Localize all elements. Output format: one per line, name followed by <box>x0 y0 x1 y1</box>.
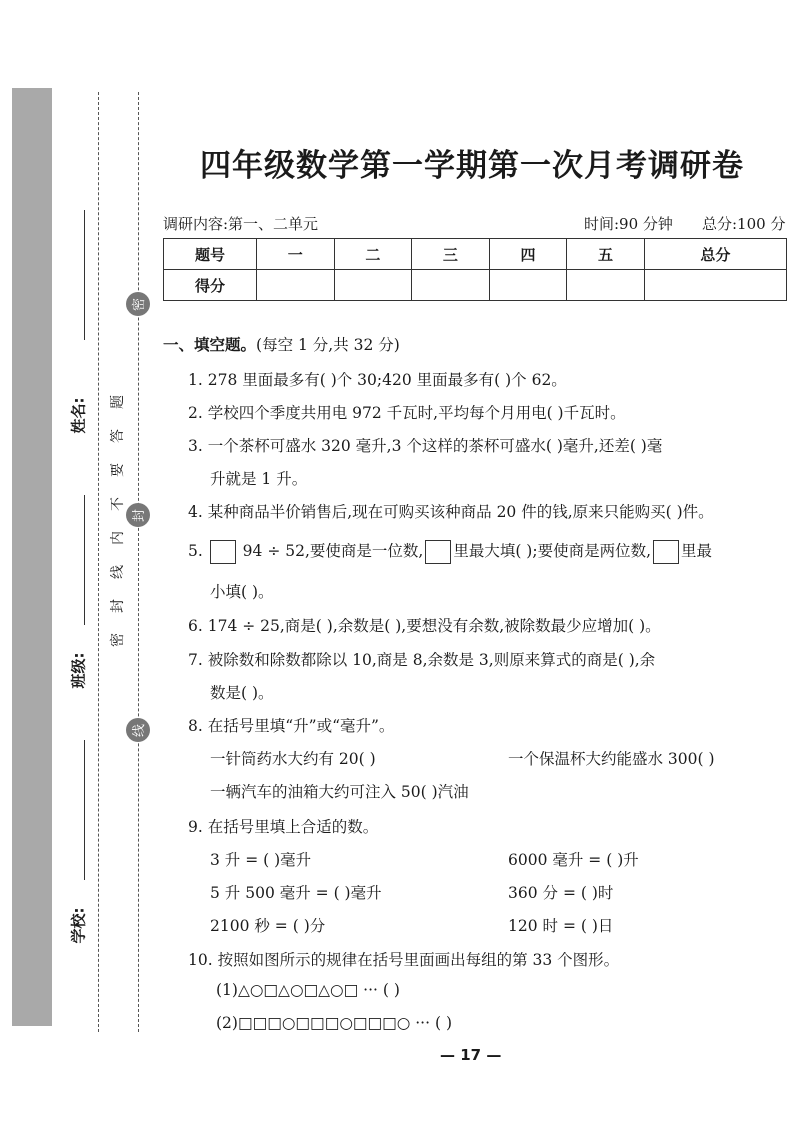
name-label: 姓名: <box>69 397 88 434</box>
school-write-line[interactable] <box>84 740 85 880</box>
table-cell: 二 <box>334 239 412 270</box>
binding-gray-bar <box>12 88 52 1026</box>
dashed-cut-line <box>138 92 139 1032</box>
question-9-item: 2100 秒 = ( )分 <box>210 917 326 935</box>
score-input-cell[interactable] <box>567 270 645 301</box>
question-9: 9. 在括号里填上合适的数。 <box>188 818 379 836</box>
question-3-cont: 升就是 1 升。 <box>210 470 308 488</box>
question-8: 8. 在括号里填“升”或“毫升”。 <box>188 717 395 735</box>
question-4: 4. 某种商品半价销售后,现在可购买该种商品 20 件的钱,原来只能购买( )件。 <box>188 503 714 521</box>
class-label: 班级: <box>69 652 88 689</box>
school-label: 学校: <box>69 907 88 944</box>
question-9-item: 3 升 = ( )毫升 <box>210 851 312 869</box>
score-table-header-row <box>164 239 787 270</box>
table-cell: 一 <box>257 239 335 270</box>
score-input-cell[interactable] <box>644 270 786 301</box>
answer-box[interactable] <box>653 540 679 564</box>
question-5-cont: 小填( )。 <box>210 583 274 601</box>
score-table <box>163 238 787 301</box>
seal-mark-xian: 线 <box>126 718 150 742</box>
section-title: 一、填空题。 <box>163 336 257 354</box>
question-10-pattern-2: (2)□□□○□□□○□□□○ ··· ( ) <box>216 1014 452 1032</box>
answer-box[interactable] <box>425 540 451 564</box>
question-9-item: 360 分 = ( )时 <box>508 884 614 902</box>
name-write-line[interactable] <box>84 210 85 340</box>
question-7-cont: 数是( )。 <box>210 684 274 702</box>
score-input-cell[interactable] <box>412 270 490 301</box>
question-5: 5. 94 ÷ 52,要使商是一位数, 里最大填( );要使商是两位数, 里最 <box>188 539 712 564</box>
question-9-item: 5 升 500 毫升 = ( )毫升 <box>210 884 382 902</box>
content-scope: 调研内容:第一、二单元 <box>163 215 319 233</box>
question-10-pattern-1: (1)△○□△○□△○□ ··· ( ) <box>216 981 400 999</box>
seal-mark-feng: 封 <box>126 503 150 527</box>
section-note: (每空 1 分,共 32 分) <box>256 336 400 354</box>
score-input-cell[interactable] <box>257 270 335 301</box>
table-cell: 三 <box>412 239 490 270</box>
question-3: 3. 一个茶杯可盛水 320 毫升,3 个这样的茶杯可盛水( )毫升,还差( )毫 <box>188 437 663 455</box>
page-number: — 17 — <box>440 1046 502 1064</box>
total-score: 总分:100 分 <box>702 215 786 233</box>
time-limit: 时间:90 分钟 <box>584 215 673 233</box>
answer-box[interactable] <box>210 540 236 564</box>
question-2: 2. 学校四个季度共用电 972 千瓦时,平均每个月用电( )千瓦时。 <box>188 404 626 422</box>
question-1: 1. 278 里面最多有( )个 30;420 里面最多有( )个 62。 <box>188 371 567 389</box>
table-cell: 四 <box>489 239 567 270</box>
question-8-item: 一辆汽车的油箱大约可注入 50( )汽油 <box>210 783 469 801</box>
question-9-item: 120 时 = ( )日 <box>508 917 614 935</box>
question-9-item: 6000 毫升 = ( )升 <box>508 851 639 869</box>
question-8-item: 一针筒药水大约有 20( ) <box>210 750 376 768</box>
score-input-cell[interactable] <box>334 270 412 301</box>
question-8-item: 一个保温杯大约能盛水 300( ) <box>508 750 715 768</box>
question-6: 6. 174 ÷ 25,商是( ),余数是( ),要想没有余数,被除数最少应增加( )。 <box>188 617 661 635</box>
page-title: 四年级数学第一学期第一次月考调研卷 <box>200 148 744 184</box>
section-heading <box>163 333 400 355</box>
table-cell: 得分 <box>164 270 257 301</box>
question-7: 7. 被除数和除数都除以 10,商是 8,余数是 3,则原来算式的商是( ),余 <box>188 651 656 669</box>
score-table-score-row <box>164 270 787 301</box>
table-cell: 总分 <box>644 239 786 270</box>
table-cell: 题号 <box>164 239 257 270</box>
question-10: 10. 按照如图所示的规律在括号里面画出每组的第 33 个图形。 <box>188 951 620 969</box>
class-write-line[interactable] <box>84 495 85 625</box>
dashed-cut-line <box>98 92 99 1032</box>
table-cell: 五 <box>567 239 645 270</box>
seal-mark-mi: 密 <box>126 292 150 316</box>
score-input-cell[interactable] <box>489 270 567 301</box>
